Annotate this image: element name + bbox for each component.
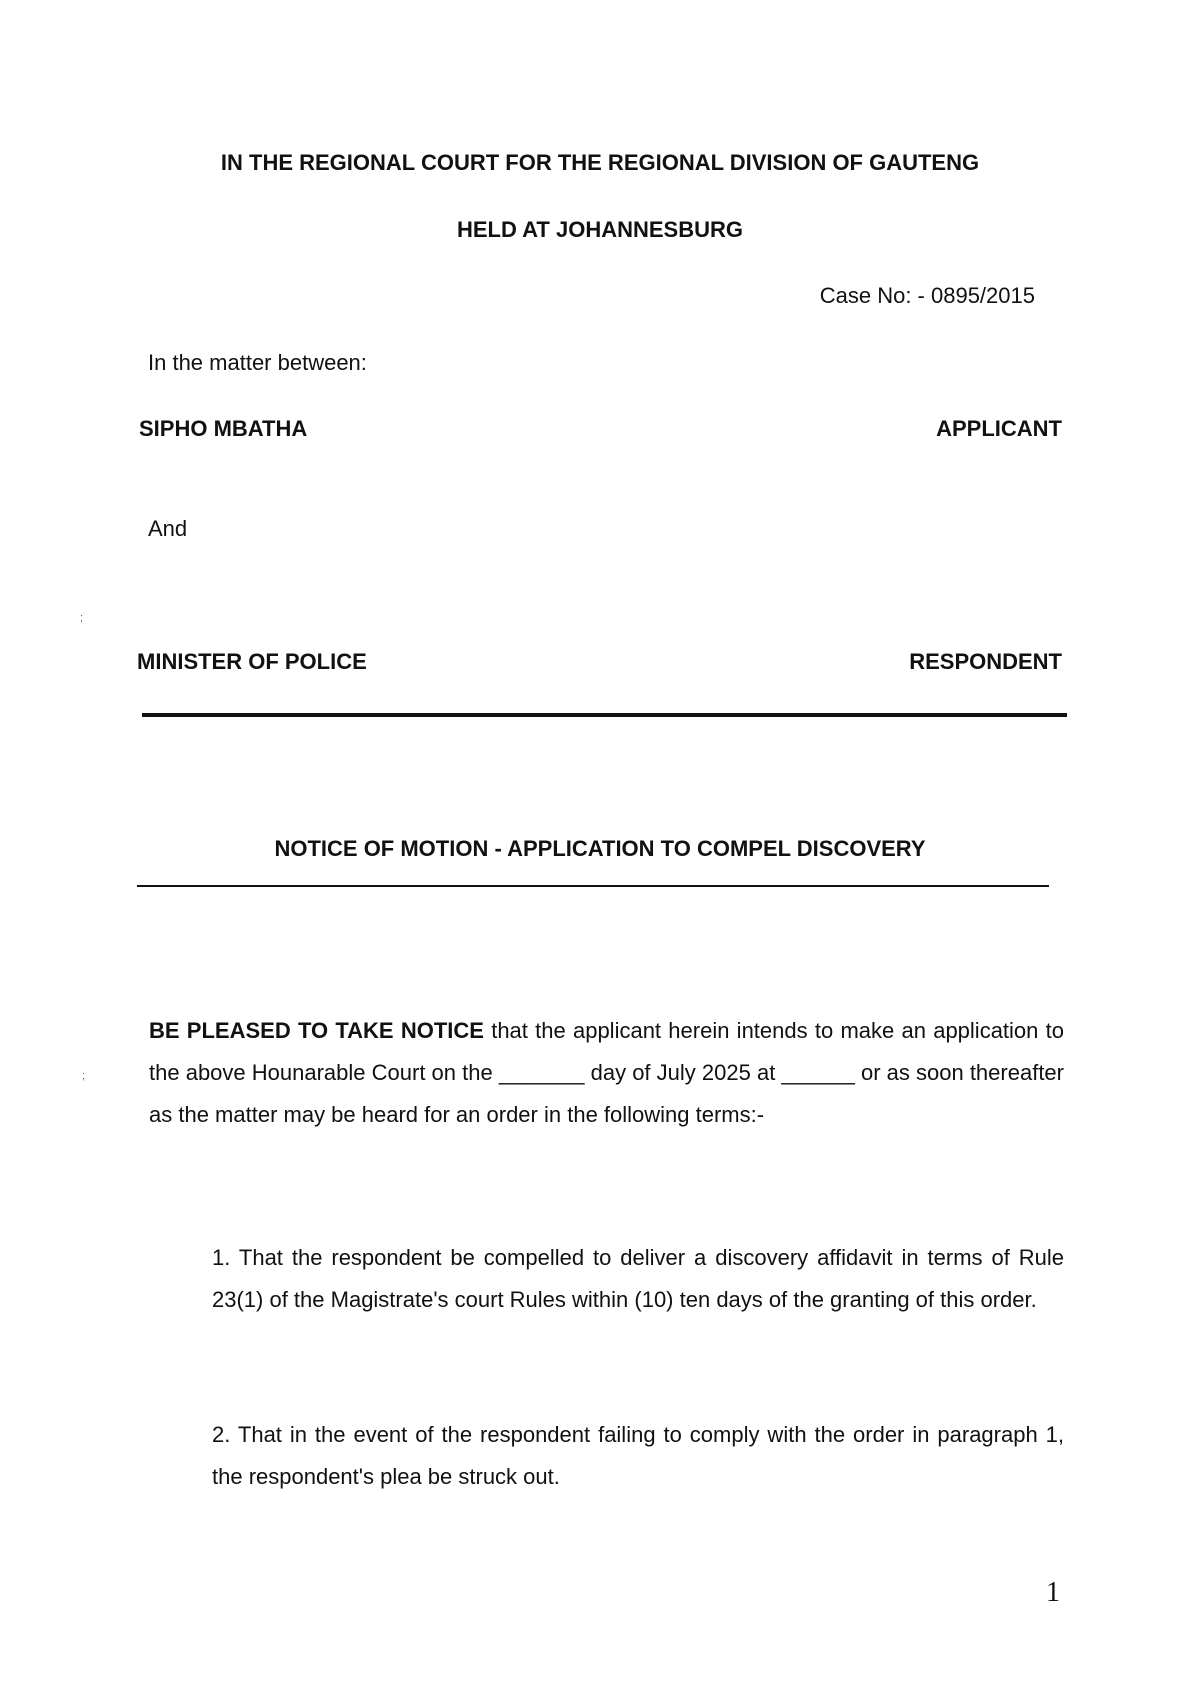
intro-lead: BE PLEASED TO TAKE NOTICE — [149, 1018, 484, 1043]
held-at-heading: HELD AT JOHANNESBURG — [456, 217, 743, 242]
notice-title: NOTICE OF MOTION - APPLICATION TO COMPEL DISCOVERY — [274, 836, 926, 861]
court-heading: IN THE REGIONAL COURT FOR THE REGIONAL DIVISION OF GAUTENG — [220, 150, 980, 175]
order-item: 1. That the respondent be compelled to deliver a discovery affidavit in terms of Rule 23(1) of the Magistrate's court Rules within (10) ten days of the granting of this order. — [212, 1245, 1064, 1312]
parties-divider — [142, 713, 1067, 717]
respondent-name: MINISTER OF POLICE — [137, 649, 367, 674]
intro-body: that the applicant herein intends to make an application to the above Hounarable Court on the _______ day of July 2025 at ______ or as soon thereafter as the matter may be heard for an order in the following terms:- — [149, 1018, 1064, 1127]
applicant-role: APPLICANT — [936, 416, 1062, 441]
matter-between: In the matter between: — [148, 350, 367, 375]
case-number: Case No: - 0895/2015 — [819, 283, 1035, 308]
order-item: 2. That in the event of the respondent failing to comply with the order in paragraph 1, the respondent's plea be struck out. — [212, 1422, 1064, 1489]
applicant-name: SIPHO MBATHA — [139, 416, 308, 441]
intro-paragraph — [149, 1010, 1064, 1136]
margin-mark: ; — [82, 1070, 86, 1082]
title-underline — [137, 885, 1049, 887]
page-number: 1 — [1046, 1577, 1060, 1608]
and-conjunction: And — [148, 516, 188, 541]
margin-mark: ; — [80, 612, 84, 624]
respondent-role: RESPONDENT — [909, 649, 1062, 674]
